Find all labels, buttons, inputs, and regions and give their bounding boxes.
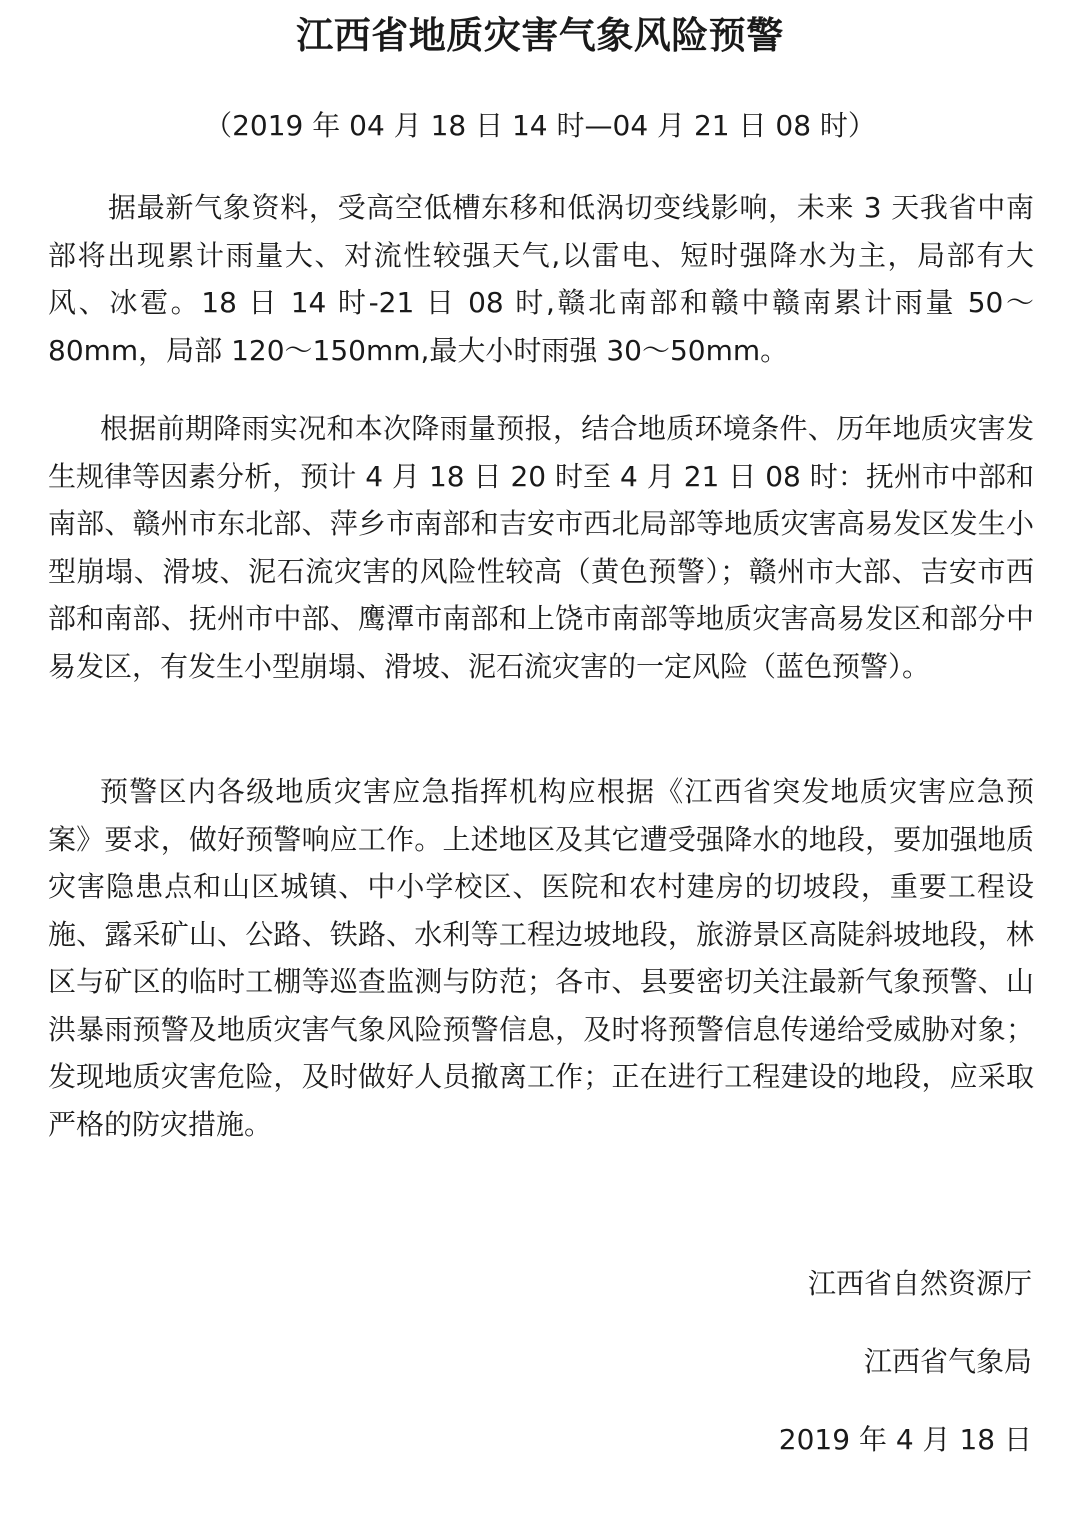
document-title: 江西省地质灾害气象风险预警 (296, 14, 784, 57)
issue-date: 2019 年 4 月 18 日 (778, 1423, 1032, 1456)
warning-period: （2019 年 04 月 18 日 14 时—04 月 21 日 08 时） (204, 109, 876, 142)
paragraph-risk-analysis: 根据前期降雨实况和本次降雨量预报，结合地质环境条件、历年地质灾害发生规律等因素分析，预计 4 月 18 日 20 时至 4 月 21 日 08 时：抚州市中部和南部、赣州市东北部、萍乡市南部和吉安市西北局部等地质灾害高易发区发生小型崩塌、滑坡、泥石流灾害的风险性较高（黄色预警）；赣州市大部、吉安市西部和南部、抚州市中部、鹰潭市南部和上饶市南部等地质灾害高易发区和部分中易发区，有发生小型崩塌、滑坡、泥石流灾害的一定风险（蓝色预警）。 (48, 412, 1034, 683)
paragraph-response-requirements: 预警区内各级地质灾害应急指挥机构应根据《江西省突发地质灾害应急预案》要求，做好预警响应工作。上述地区及其它遭受强降水的地段，要加强地质灾害隐患点和山区城镇、中小学校区、医院和农村建房的切坡段，重要工程设施、露采矿山、公路、铁路、水利等工程边坡地段，旅游景区高陡斜坡地段，林区与矿区的临时工棚等巡查监测与防范；各市、县要密切关注最新气象预警、山洪暴雨预警及地质灾害气象风险预警信息，及时将预警信息传递给受威胁对象；发现地质灾害危险，及时做好人员撤离工作；正在进行工程建设的地段，应采取严格的防灾措施。 (48, 775, 1034, 1141)
issuer-meteorological-bureau: 江西省气象局 (863, 1345, 1032, 1378)
issuer-natural-resources-dept: 江西省自然资源厅 (807, 1267, 1032, 1300)
paragraph-weather-forecast: 据最新气象资料，受高空低槽东移和低涡切变线影响，未来 3 天我省中南部将出现累计雨量大、对流性较强天气,以雷电、短时强降水为主，局部有大风、冰雹。18 日 14 时-21 日 08 时,赣北南部和赣中赣南累计雨量 50～80mm，局部 120～150mm,最大小时雨强 30～50mm。 (48, 191, 1034, 367)
